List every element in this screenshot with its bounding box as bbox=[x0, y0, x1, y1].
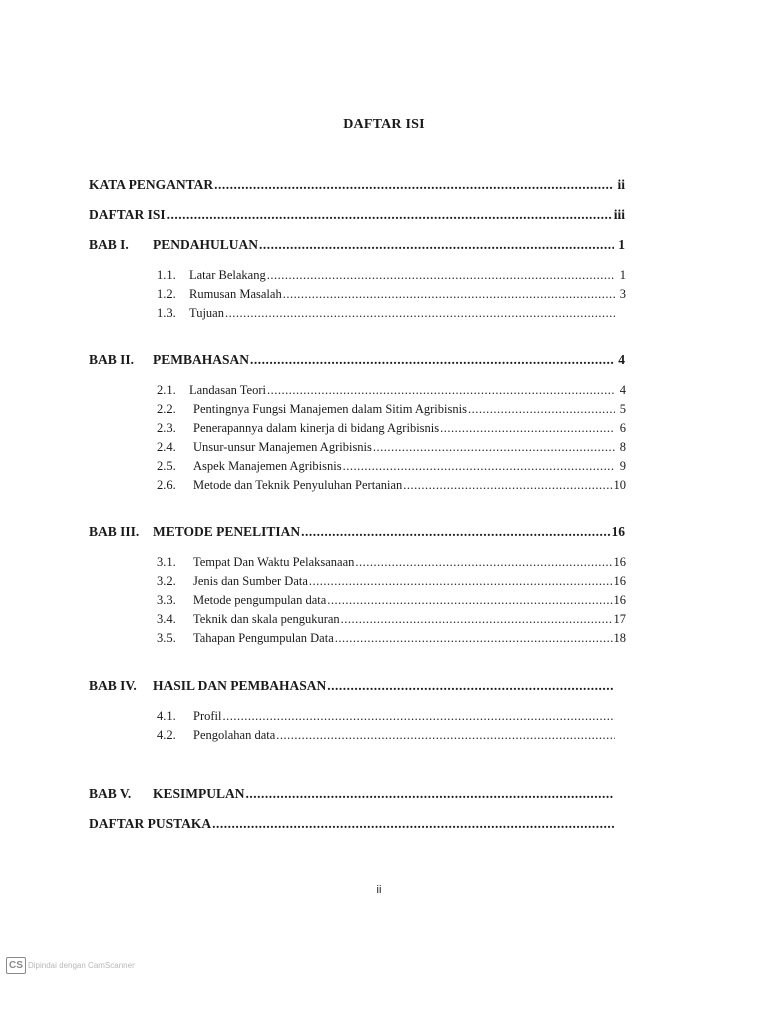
toc-label: Pengolahan data bbox=[193, 728, 276, 742]
camscanner-logo-icon: CS bbox=[6, 957, 26, 974]
toc-page: 1 bbox=[618, 237, 625, 252]
toc-label: Tujuan bbox=[189, 306, 224, 320]
dot-leader bbox=[222, 707, 615, 725]
toc-label: Metode dan Teknik Penyuluhan Pertanian bbox=[193, 478, 403, 492]
toc-page: 6 bbox=[619, 421, 626, 435]
toc-page: iii bbox=[613, 207, 625, 222]
toc-chapter-number: BAB IV. bbox=[89, 678, 137, 693]
toc-page: 1 bbox=[619, 268, 626, 282]
toc-subentry bbox=[157, 419, 626, 437]
toc-label: Jenis dan Sumber Data bbox=[193, 574, 308, 588]
toc-subentry bbox=[157, 438, 626, 456]
toc-chapter-number: BAB I. bbox=[89, 237, 129, 252]
toc-subentry bbox=[157, 707, 626, 725]
page-number: ii bbox=[376, 884, 382, 896]
toc-section-number: 2.1. bbox=[157, 383, 176, 397]
toc-section-number: 1.1. bbox=[157, 268, 176, 282]
toc-subentry bbox=[157, 591, 626, 609]
dot-leader bbox=[283, 285, 615, 303]
toc-subentry bbox=[157, 726, 626, 744]
toc-section-number: 3.1. bbox=[157, 555, 176, 569]
toc-section-number: 2.2. bbox=[157, 402, 176, 416]
toc-label: Latar Belakang bbox=[189, 268, 266, 282]
toc-label: Rumusan Masalah bbox=[189, 287, 282, 301]
dot-leader bbox=[259, 236, 614, 254]
toc-section-number: 4.2. bbox=[157, 728, 176, 742]
toc-label: Pentingnya Fungsi Manajemen dalam Sitim Agribisnis bbox=[193, 402, 467, 416]
toc-label: Teknik dan skala pengukuran bbox=[193, 612, 340, 626]
dot-leader bbox=[246, 785, 614, 803]
toc-entry-bab-3 bbox=[89, 523, 625, 541]
toc-page: 16 bbox=[613, 555, 626, 569]
toc-page: 18 bbox=[613, 631, 626, 645]
toc-entry-daftar-pustaka bbox=[89, 815, 625, 833]
toc-label: Unsur-unsur Manajemen Agribisnis bbox=[193, 440, 372, 454]
toc-label: Landasan Teori bbox=[189, 383, 266, 397]
toc-chapter-number: BAB III. bbox=[89, 524, 140, 539]
toc-page: ii bbox=[617, 177, 625, 192]
toc-subentry bbox=[157, 285, 626, 303]
toc-page: 17 bbox=[613, 612, 626, 626]
toc-page: 10 bbox=[613, 478, 626, 492]
toc-label: PEMBAHASAN bbox=[153, 352, 250, 367]
toc-section-number: 1.3. bbox=[157, 306, 176, 320]
toc-label: DAFTAR PUSTAKA bbox=[89, 816, 212, 831]
page-title: DAFTAR ISI bbox=[343, 117, 425, 132]
toc-page: 3 bbox=[619, 287, 626, 301]
toc-chapter-number: BAB II. bbox=[89, 352, 135, 367]
toc-subentry bbox=[157, 457, 626, 475]
toc-section-number: 2.5. bbox=[157, 459, 176, 473]
toc-entry-daftar-isi bbox=[89, 206, 625, 224]
dot-leader bbox=[327, 591, 612, 609]
toc-entry-bab-4 bbox=[89, 677, 625, 695]
dot-leader bbox=[267, 381, 615, 399]
toc-section-number: 3.2. bbox=[157, 574, 176, 588]
dot-leader bbox=[341, 610, 613, 628]
toc-section-number: 3.5. bbox=[157, 631, 176, 645]
toc-label: KATA PENGANTAR bbox=[89, 177, 214, 192]
toc-page: 16 bbox=[613, 574, 626, 588]
dot-leader bbox=[267, 266, 615, 284]
toc-subentry bbox=[157, 400, 626, 418]
toc-subentry bbox=[157, 610, 626, 628]
dot-leader bbox=[343, 457, 615, 475]
toc-label: PENDAHULUAN bbox=[153, 237, 259, 252]
dot-leader bbox=[373, 438, 615, 456]
dot-leader bbox=[440, 419, 615, 437]
toc-page: 16 bbox=[613, 593, 626, 607]
toc-entry-bab-1 bbox=[89, 236, 625, 254]
toc-section-number: 4.1. bbox=[157, 709, 176, 723]
toc-subentry bbox=[157, 381, 626, 399]
toc-entry-kata-pengantar bbox=[89, 176, 625, 194]
toc-subentry bbox=[157, 553, 626, 571]
toc-page: 4 bbox=[618, 352, 625, 367]
toc-page: 4 bbox=[619, 383, 626, 397]
toc-section-number: 3.3. bbox=[157, 593, 176, 607]
toc-page: 9 bbox=[619, 459, 626, 473]
toc-entry-bab-2 bbox=[89, 351, 625, 369]
toc-label: METODE PENELITIAN bbox=[153, 524, 301, 539]
dot-leader bbox=[250, 351, 614, 369]
toc-label: Tempat Dan Waktu Pelaksanaan bbox=[193, 555, 355, 569]
toc-section-number: 2.3. bbox=[157, 421, 176, 435]
toc-section-number: 2.4. bbox=[157, 440, 176, 454]
toc-page: 5 bbox=[619, 402, 626, 416]
toc-subentry bbox=[157, 572, 626, 590]
dot-leader bbox=[403, 476, 612, 494]
toc-section-number: 2.6. bbox=[157, 478, 176, 492]
dot-leader bbox=[214, 176, 614, 194]
toc-subentry bbox=[157, 266, 626, 284]
toc-label: Tahapan Pengumpulan Data bbox=[193, 631, 334, 645]
toc-subentry bbox=[157, 304, 626, 322]
scanner-watermark: Dipindai dengan CamScanner bbox=[28, 961, 135, 970]
dot-leader bbox=[301, 523, 610, 541]
dot-leader bbox=[327, 677, 614, 695]
toc-chapter-number: BAB V. bbox=[89, 786, 132, 801]
dot-leader bbox=[335, 629, 613, 647]
toc-label: Profil bbox=[193, 709, 222, 723]
toc-label: Penerapannya dalam kinerja di bidang Agribisnis bbox=[193, 421, 440, 435]
toc-page: 8 bbox=[619, 440, 626, 454]
toc-label: DAFTAR ISI bbox=[89, 207, 166, 222]
toc-label: KESIMPULAN bbox=[153, 786, 245, 801]
toc-subentry bbox=[157, 629, 626, 647]
dot-leader bbox=[225, 304, 615, 322]
toc-subentry bbox=[157, 476, 626, 494]
dot-leader bbox=[468, 400, 615, 418]
toc-section-number: 1.2. bbox=[157, 287, 176, 301]
dot-leader bbox=[276, 726, 615, 744]
toc-label: Aspek Manajemen Agribisnis bbox=[193, 459, 342, 473]
toc-page: 16 bbox=[611, 524, 625, 539]
toc-label: HASIL DAN PEMBAHASAN bbox=[153, 678, 327, 693]
dot-leader bbox=[355, 553, 612, 571]
dot-leader bbox=[167, 206, 613, 224]
dot-leader bbox=[309, 572, 613, 590]
toc-label: Metode pengumpulan data bbox=[193, 593, 327, 607]
toc-section-number: 3.4. bbox=[157, 612, 176, 626]
dot-leader bbox=[212, 815, 614, 833]
toc-entry-bab-5 bbox=[89, 785, 625, 803]
